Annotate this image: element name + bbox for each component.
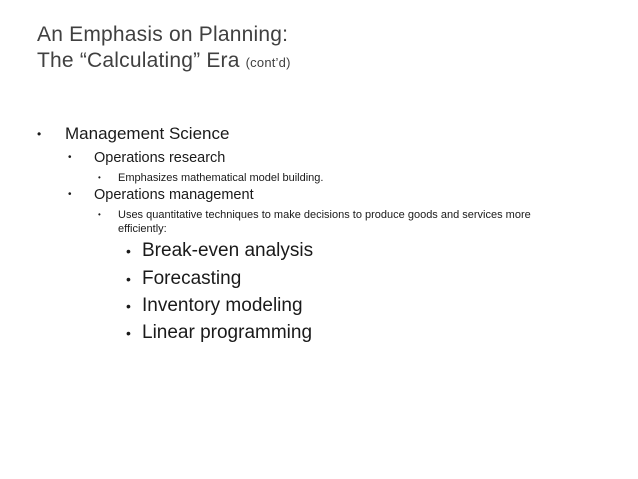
bullet-text-line-2: efficiently: (118, 223, 167, 235)
bullet-text-block (118, 208, 531, 236)
bullet-dot-icon: • (68, 189, 72, 200)
bullet-text: Linear programming (142, 322, 313, 343)
title-line-2 (37, 48, 291, 76)
bullet-dot-icon: • (98, 210, 101, 219)
bullet-linear-programming (126, 321, 312, 345)
title-line-2-main: The “Calculating” Era (37, 49, 246, 72)
bullet-uses-quantitative-techniques (98, 208, 531, 236)
bullet-forecasting (126, 267, 241, 291)
bullet-operations-research (68, 149, 225, 167)
bullet-text: Operations research (94, 150, 226, 166)
bullet-text: Break-even analysis (142, 240, 314, 261)
bullet-text: Inventory modeling (142, 295, 303, 316)
title-line-2-small: (cont’d) (245, 55, 291, 70)
bullet-text: Operations management (94, 187, 254, 203)
bullet-emphasizes-model-building (98, 171, 323, 185)
bullet-dot-icon: • (126, 271, 131, 287)
bullet-dot-icon: • (98, 173, 101, 182)
bullet-operations-management (68, 186, 254, 204)
bullet-text: Forecasting (142, 268, 242, 289)
bullet-text-line-1: Uses quantitative techniques to make decisions to produce goods and services more (118, 209, 531, 221)
bullet-dot-icon: • (68, 152, 72, 163)
bullet-dot-icon: • (126, 325, 131, 341)
bullet-dot-icon: • (126, 243, 131, 259)
slide-title (37, 22, 291, 76)
title-line-1: An Emphasis on Planning: (37, 23, 289, 46)
bullet-break-even-analysis (126, 239, 313, 263)
bullet-dot-icon: • (37, 127, 42, 141)
bullet-inventory-modeling (126, 294, 303, 318)
bullet-text: Management Science (65, 124, 230, 143)
bullet-dot-icon: • (126, 298, 131, 314)
bullet-management-science (37, 124, 229, 144)
bullet-text: Emphasizes mathematical model building. (118, 172, 324, 184)
